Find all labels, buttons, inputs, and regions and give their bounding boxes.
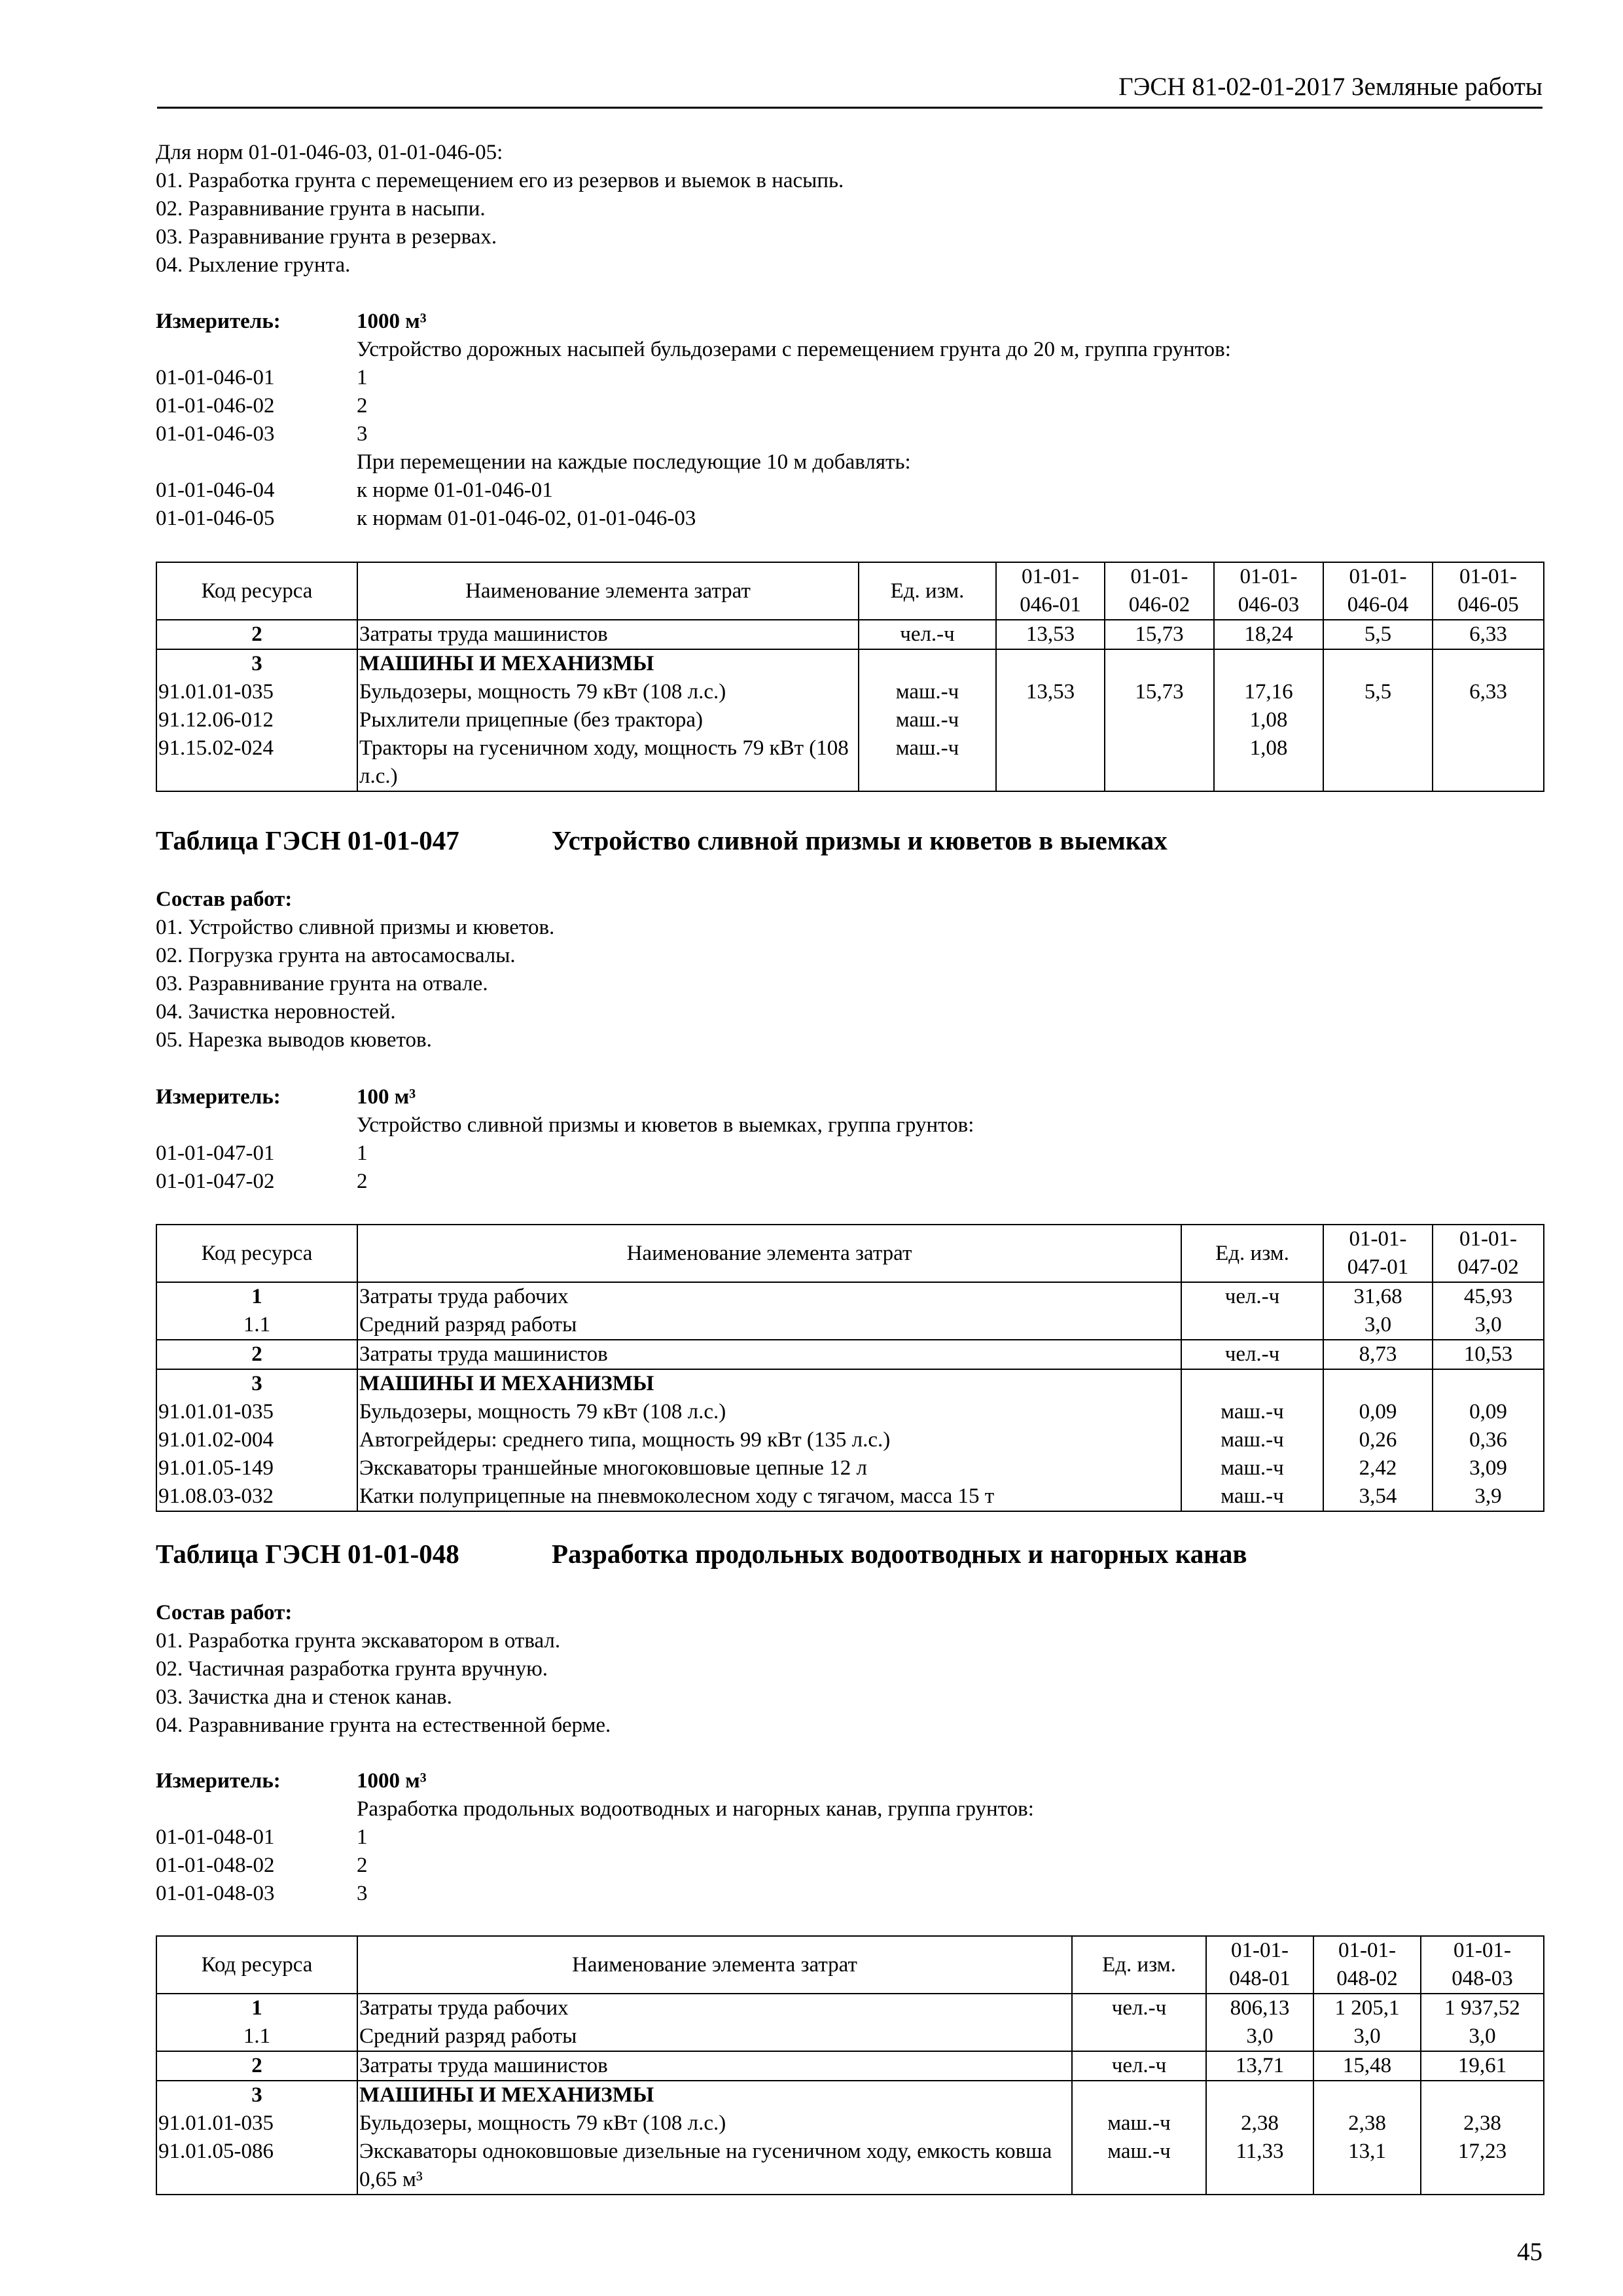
norm-description: Устройство дорожных насыпей бульдозерами с перемещением грунта до 20 м, группа грунтов:: [357, 338, 1231, 361]
t047-heading: [156, 825, 1543, 856]
works-label: Состав работ:: [156, 888, 293, 911]
col-header: Наименование элемента затрат: [357, 562, 859, 620]
meter-value: 100 м³: [357, 1085, 416, 1109]
work-item: 05. Нарезка выводов кюветов.: [156, 1028, 432, 1052]
norm-row: 01-01-046-02 2: [156, 394, 368, 418]
table-row: 2 Затраты труда машинистов чел.-ч 13,71 15,48 19,61: [156, 2051, 1544, 2081]
table-row: 1 1.1 Затраты труда рабочих Средний разряд работы чел.-ч 31,68 3,0 45,93 3,0: [156, 1282, 1544, 1340]
work-item: 01. Устройство сливной призмы и кюветов.: [156, 916, 555, 939]
table-row: 2 Затраты труда машинистов чел.-ч 13,53 15,73 18,24 5,5 6,33: [156, 620, 1544, 649]
work-item: 03. Разравнивание грунта на отвале.: [156, 972, 488, 996]
page-number: 45: [1517, 2238, 1543, 2266]
norm-extra-note: При перемещении на каждые последующие 10 м добавлять:: [357, 450, 911, 474]
col-header: 01-01- 046-04: [1323, 562, 1433, 620]
col-header: 01-01- 047-01: [1323, 1225, 1433, 1282]
col-header: 01-01- 048-02: [1313, 1936, 1421, 1994]
norm-row: 01-01-046-05 к нормам 01-01-046-02, 01-01-046-03: [156, 507, 696, 530]
t046-meter-block: [156, 308, 1543, 533]
col-header: 01-01- 046-03: [1214, 562, 1323, 620]
norm-row: 01-01-048-01 1: [156, 1825, 368, 1849]
meter-label: Измеритель:: [156, 1769, 281, 1793]
norm-row: 01-01-048-03 3: [156, 1882, 368, 1905]
t047-resource-table: [156, 1224, 1544, 1512]
col-header: Наименование элемента затрат: [357, 1225, 1181, 1282]
col-header: Ед. изм.: [859, 562, 996, 620]
work-item: 02. Частичная разработка грунта вручную.: [156, 1657, 548, 1681]
col-header: 01-01- 048-03: [1421, 1936, 1544, 1994]
norm-description: Устройство сливной призмы и кюветов в выемках, группа грунтов:: [357, 1113, 974, 1137]
col-header: 01-01- 047-02: [1433, 1225, 1544, 1282]
intro-works-list: [156, 139, 1543, 279]
works-label: Состав работ:: [156, 1601, 293, 1624]
table-title: Разработка продольных водоотводных и нагорных канав: [552, 1539, 1247, 1569]
norm-row: 01-01-046-04 к норме 01-01-046-01: [156, 478, 553, 502]
norm-row: 01-01-046-03 3: [156, 422, 368, 446]
table-row-machines: 3 91.01.01-035 91.01.02-004 91.01.05-149 91.08.03-032 МАШИНЫ И МЕХАНИЗМЫ Бульдозеры, мощность 79 кВт (108 л.с.) Автогрейдеры: среднего типа, мощность 99 кВт (135 л.с.) Экскаваторы траншейные многоковшовые цепные 12 л Катки полуприцепные на пневмоколесном ходу с тягачом, масса 15 т маш.-ч маш.-ч маш.-ч маш.-ч 0,09 0,26 2,42 3,54 0,09 0,36 3,09 3,9: [156, 1369, 1544, 1511]
table-row: 2 Затраты труда машинистов чел.-ч 8,73 10,53: [156, 1340, 1544, 1369]
running-title: ГЭСН 81-02-01-2017 Земляные работы: [1118, 73, 1543, 101]
t047-works-list: [156, 886, 1543, 1054]
t048-works-list: [156, 1599, 1543, 1740]
t046-resource-table: [156, 562, 1544, 792]
meter-value: 1000 м³: [357, 310, 427, 333]
col-header: 01-01- 046-02: [1105, 562, 1214, 620]
norm-row: 01-01-046-01 1: [156, 366, 368, 389]
meter-value: 1000 м³: [357, 1769, 427, 1793]
t048-heading: [156, 1538, 1543, 1570]
col-header: Код ресурса: [156, 562, 357, 620]
col-header: 01-01- 046-01: [996, 562, 1105, 620]
table-row-machines: 3 91.01.01-035 91.01.05-086 МАШИНЫ И МЕХАНИЗМЫ Бульдозеры, мощность 79 кВт (108 л.с.) Экскаваторы одноковшовые дизельные на гусеничном ходу, емкость ковша 0,65 м³ маш.-ч маш.-ч 2,38 11,33 2,38 13,1 2,38 17,23: [156, 2081, 1544, 2195]
table-title: Устройство сливной призмы и кюветов в выемках: [552, 825, 1168, 855]
table-header-row: [156, 1225, 1544, 1282]
intro-line: 01. Разработка грунта с перемещением его из резервов и выемок в насыпь.: [156, 169, 844, 192]
table-header-row: [156, 562, 1544, 620]
col-header: Код ресурса: [156, 1225, 357, 1282]
meter-label: Измеритель:: [156, 1085, 281, 1109]
intro-line: 02. Разравнивание грунта в насыпи.: [156, 197, 486, 221]
header-rule: [157, 107, 1543, 109]
t047-meter-block: [156, 1083, 1543, 1196]
table-row: 1 1.1 Затраты труда рабочих Средний разряд работы чел.-ч 806,13 3,0 1 205,1 3,0 1 937,52 3,0: [156, 1994, 1544, 2051]
col-header: Наименование элемента затрат: [357, 1936, 1072, 1994]
col-header: 01-01- 046-05: [1433, 562, 1544, 620]
table-number: Таблица ГЭСН 01-01-047: [156, 825, 459, 855]
norm-description: Разработка продольных водоотводных и нагорных канав, группа грунтов:: [357, 1797, 1034, 1821]
intro-line: 03. Разравнивание грунта в резервах.: [156, 225, 497, 249]
work-item: 02. Погрузка грунта на автосамосвалы.: [156, 944, 516, 967]
work-item: 01. Разработка грунта экскаватором в отвал.: [156, 1629, 561, 1653]
col-header: Ед. изм.: [1181, 1225, 1323, 1282]
work-item: 04. Разравнивание грунта на естественной берме.: [156, 1713, 611, 1737]
table-number: Таблица ГЭСН 01-01-048: [156, 1539, 459, 1569]
work-item: 03. Зачистка дна и стенок канав.: [156, 1685, 452, 1709]
t048-resource-table: [156, 1935, 1544, 2195]
intro-line: Для норм 01-01-046-03, 01-01-046-05:: [156, 141, 503, 164]
intro-line: 04. Рыхление грунта.: [156, 253, 351, 277]
col-header: Код ресурса: [156, 1936, 357, 1994]
t048-meter-block: [156, 1767, 1543, 1908]
work-item: 04. Зачистка неровностей.: [156, 1000, 396, 1024]
norm-row: 01-01-047-01 1: [156, 1141, 368, 1165]
meter-label: Измеритель:: [156, 310, 281, 333]
col-header: 01-01- 048-01: [1206, 1936, 1313, 1994]
col-header: Ед. изм.: [1072, 1936, 1206, 1994]
norm-row: 01-01-048-02 2: [156, 1854, 368, 1877]
table-row-machines: 3 91.01.01-035 91.12.06-012 91.15.02-024 МАШИНЫ И МЕХАНИЗМЫ Бульдозеры, мощность 79 кВт (108 л.с.) Рыхлители прицепные (без трактора) Тракторы на гусеничном ходу, мощность 79 кВт (108 л.с.) маш.-ч маш.-ч маш.-ч 13,53 15,73 17,16 1,08 1,08 5,5 6,33: [156, 649, 1544, 791]
table-header-row: [156, 1936, 1544, 1994]
norm-row: 01-01-047-02 2: [156, 1170, 368, 1193]
